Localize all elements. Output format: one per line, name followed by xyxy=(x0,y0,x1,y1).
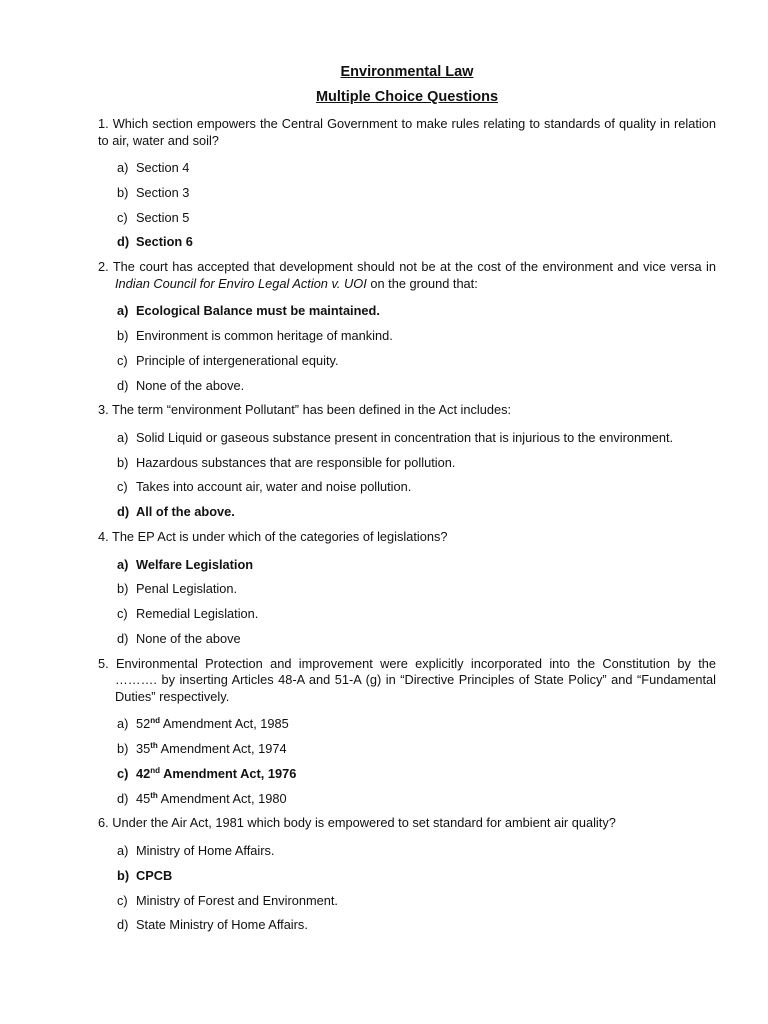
option-c xyxy=(117,606,716,623)
option-b xyxy=(117,328,716,345)
option-label: b) xyxy=(117,454,129,470)
amendment-number: 52 xyxy=(136,716,151,732)
option-text: Solid Liquid or gaseous substance present in concentration that is injurious to the environment. xyxy=(136,429,674,445)
amendment-text: Amendment Act, 1980 xyxy=(157,790,287,806)
option-text: Section 4 xyxy=(136,160,190,175)
question-1 xyxy=(98,116,716,251)
option-c xyxy=(117,479,716,496)
option-label: c) xyxy=(117,209,128,225)
option-label: b) xyxy=(117,741,129,757)
question-stem: 6. Under the Air Act, 1981 which body is empowered to set standard for ambient air quality? xyxy=(98,815,616,831)
option-text: Section 6 xyxy=(136,234,193,250)
option-label: b) xyxy=(117,184,129,200)
option-text: Welfare Legislation xyxy=(136,556,254,572)
option-text: CPCB xyxy=(136,867,173,883)
question-3 xyxy=(98,402,716,520)
option-text xyxy=(136,766,716,783)
option-c xyxy=(117,893,716,910)
options-list xyxy=(117,557,716,648)
question-stem: 4. The EP Act is under which of the categories of legislations? xyxy=(98,529,448,545)
options-list xyxy=(117,843,716,934)
option-label: a) xyxy=(117,160,129,175)
options-list xyxy=(117,716,716,807)
option-d xyxy=(117,791,716,808)
option-d xyxy=(117,917,716,934)
option-label: d) xyxy=(117,377,129,393)
ordinal-suffix: th xyxy=(150,790,158,800)
option-text: Takes into account air, water and noise pollution. xyxy=(136,479,412,495)
option-a xyxy=(117,160,716,177)
question-stem: 3. The term “environment Pollutant” has been defined in the Act includes: xyxy=(98,402,512,418)
option-text xyxy=(136,791,716,808)
option-text: Environment is common heritage of mankind. xyxy=(136,327,393,343)
option-label: a) xyxy=(117,716,129,732)
option-label: d) xyxy=(117,630,129,646)
option-text: Hazardous substances that are responsible for pollution. xyxy=(136,454,456,470)
option-text: None of the above xyxy=(136,630,241,646)
question-6 xyxy=(98,815,716,933)
option-d-correct-answer xyxy=(117,234,716,251)
option-label: b) xyxy=(117,867,130,883)
option-text: Section 5 xyxy=(136,209,190,225)
option-text xyxy=(136,716,716,733)
option-c xyxy=(117,353,716,370)
ordinal-suffix: nd xyxy=(150,765,161,775)
option-a xyxy=(117,843,716,860)
option-a-correct-answer xyxy=(117,303,716,320)
amendment-text: Amendment Act, 1974 xyxy=(157,741,287,757)
option-label: d) xyxy=(117,790,129,806)
question-stem-text: 2. The court has accepted that development should not be at the cost of the environment and vice versa in xyxy=(98,259,716,275)
option-a xyxy=(117,716,716,733)
option-label: a) xyxy=(117,429,129,445)
option-label: b) xyxy=(117,327,129,343)
option-d xyxy=(117,378,716,395)
options-list xyxy=(117,160,716,251)
options-list xyxy=(117,430,716,521)
question-stem: 1. Which section empowers the Central Government to make rules relating to standards of quality in relation to air, water and soil? xyxy=(98,116,716,148)
option-label: d) xyxy=(117,917,129,933)
ordinal-suffix: th xyxy=(150,741,158,751)
document-title: Environmental Law xyxy=(340,64,474,80)
option-c-correct-answer xyxy=(117,766,716,783)
option-b xyxy=(117,581,716,598)
question-5 xyxy=(98,656,716,807)
option-label: a) xyxy=(117,303,129,319)
option-label: c) xyxy=(117,352,128,368)
option-label: c) xyxy=(117,606,128,622)
option-b-correct-answer xyxy=(117,868,716,885)
option-text: Ecological Balance must be maintained. xyxy=(136,303,380,319)
option-c xyxy=(117,210,716,227)
amendment-number: 35 xyxy=(136,741,151,757)
option-b xyxy=(117,455,716,472)
option-text: None of the above. xyxy=(136,377,245,393)
question-2 xyxy=(98,259,716,394)
case-name: Indian Council for Enviro Legal Action v. UOI xyxy=(115,275,367,291)
question-stem: 5. Environmental Protection and improvement were explicitly incorporated into the Constitution by the ………. by inserting Articles 48-A and 51-A (g) in “Directive Principles of State Policy” and “Fundamental Duties” respectively. xyxy=(98,655,716,704)
option-b xyxy=(117,185,716,202)
document-page xyxy=(98,58,716,942)
option-text: Section 3 xyxy=(136,184,190,200)
option-d-correct-answer xyxy=(117,504,716,521)
option-label: c) xyxy=(117,479,128,495)
option-text xyxy=(136,741,716,758)
option-label: b) xyxy=(117,581,129,597)
options-list xyxy=(117,303,716,394)
option-a-correct-answer xyxy=(117,557,716,574)
option-b xyxy=(117,741,716,758)
question-4 xyxy=(98,529,716,647)
ordinal-suffix: nd xyxy=(150,716,161,726)
option-text: Ministry of Home Affairs. xyxy=(136,842,275,858)
amendment-number: 42 xyxy=(136,765,151,781)
option-label: d) xyxy=(117,234,130,250)
option-text: Principle of intergenerational equity. xyxy=(136,352,339,368)
option-label: a) xyxy=(117,556,129,572)
option-label: c) xyxy=(117,892,128,908)
option-a xyxy=(117,430,716,447)
option-text: All of the above. xyxy=(136,504,235,520)
question-stem-text: on the ground that: xyxy=(366,275,478,291)
option-label: a) xyxy=(117,842,129,858)
option-text: Ministry of Forest and Environment. xyxy=(136,892,338,908)
option-d xyxy=(117,631,716,648)
question-stem xyxy=(98,259,716,292)
option-label: d) xyxy=(117,504,130,520)
amendment-text: Amendment Act, 1976 xyxy=(160,765,297,781)
option-text: Remedial Legislation. xyxy=(136,606,259,622)
amendment-text: Amendment Act, 1985 xyxy=(160,716,289,732)
amendment-number: 45 xyxy=(136,790,151,806)
option-text: State Ministry of Home Affairs. xyxy=(136,917,308,933)
option-text: Penal Legislation. xyxy=(136,581,238,597)
document-subtitle: Multiple Choice Questions xyxy=(315,89,499,105)
option-label: c) xyxy=(117,765,129,781)
